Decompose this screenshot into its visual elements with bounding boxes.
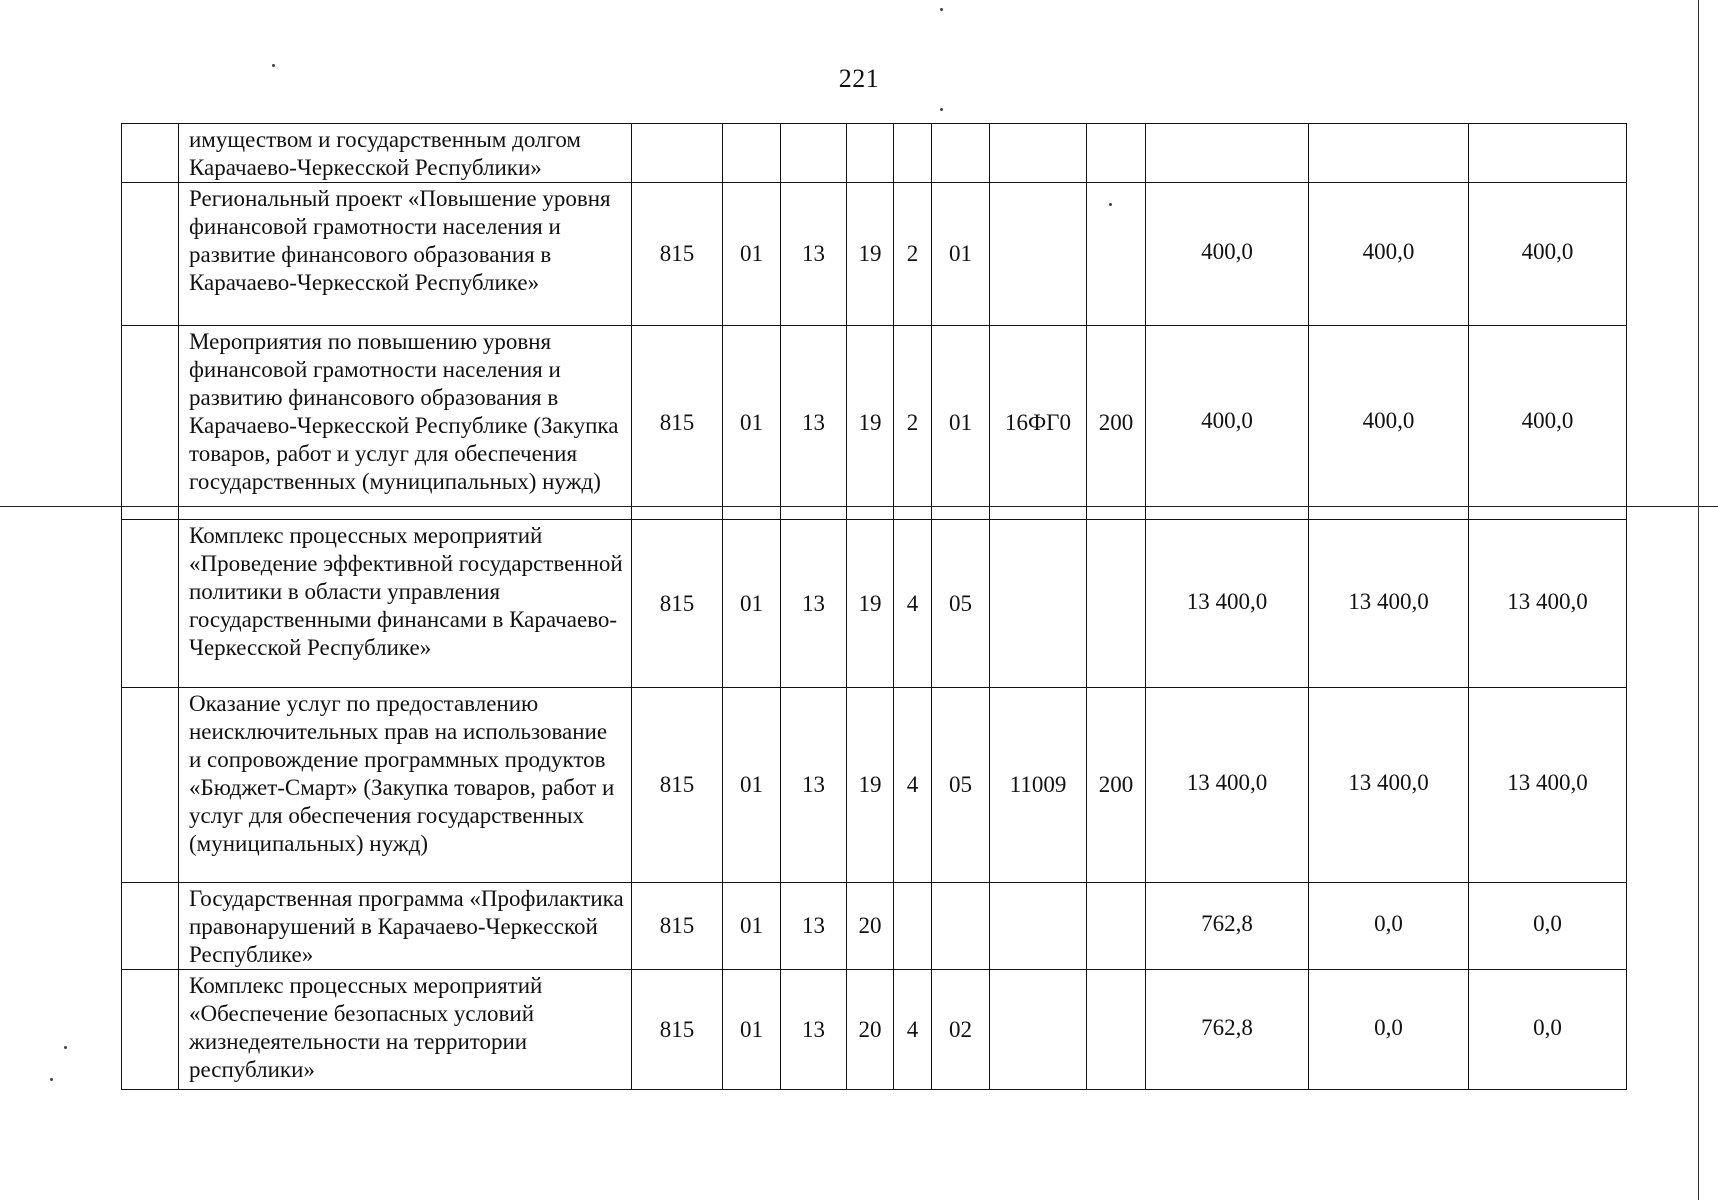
code-ved-cell: 815 [632, 183, 723, 326]
amount-year1-cell: 762,8 [1146, 970, 1309, 1090]
row-name-cell: Региональный проект «Повышение уровня финансовой грамотности населения и развитие финансового образования в Карачаево-Черкесской Республике» [179, 183, 632, 326]
row-name-cell: имуществом и государственным долгом Карачаево-Черкесской Республики» [179, 124, 632, 183]
code-rz-cell: 01 [723, 970, 781, 1090]
amount-year1-cell [1146, 124, 1309, 183]
row-name-cell: Комплекс процессных мероприятий «Проведение эффективной государственной политики в области управления государственными финансами в Карачаево-Черкесской Республике» [179, 520, 632, 688]
row-number-cell [122, 520, 179, 688]
table-row [122, 326, 1627, 520]
code-ved-cell: 815 [632, 520, 723, 688]
amount-year3-cell: 0,0 [1469, 883, 1627, 970]
scan-speck [940, 8, 943, 11]
code-csr-direction-cell: 11009 [990, 688, 1087, 883]
code-csr-type-cell [894, 124, 932, 183]
amount-year2-cell: 13 400,0 [1309, 688, 1469, 883]
code-csr-element-cell: 05 [932, 688, 990, 883]
row-name-cell: Государственная программа «Профилактика правонарушений в Карачаево-Черкесской Республике» [179, 883, 632, 970]
code-vr-cell [1087, 124, 1146, 183]
table-row [122, 883, 1627, 970]
amount-year2-cell: 0,0 [1309, 883, 1469, 970]
amount-year1-cell: 13 400,0 [1146, 520, 1309, 688]
code-csr-program-cell: 19 [847, 326, 894, 520]
row-number-cell [122, 883, 179, 970]
code-csr-type-cell: 4 [894, 970, 932, 1090]
amount-year3-cell: 13 400,0 [1469, 520, 1627, 688]
code-csr-program-cell: 19 [847, 183, 894, 326]
margin-edge-line [1698, 0, 1699, 1200]
code-ved-cell: 815 [632, 326, 723, 520]
code-vr-cell [1087, 520, 1146, 688]
amount-year2-cell: 0,0 [1309, 970, 1469, 1090]
code-ved-cell: 815 [632, 883, 723, 970]
code-csr-element-cell: 01 [932, 326, 990, 520]
row-number-cell [122, 183, 179, 326]
code-csr-element-cell [932, 883, 990, 970]
table-row [122, 970, 1627, 1090]
code-csr-program-cell [847, 124, 894, 183]
code-pr-cell: 13 [781, 688, 847, 883]
code-vr-cell: 200 [1087, 688, 1146, 883]
amount-year3-cell [1469, 124, 1627, 183]
code-vr-cell: 200 [1087, 326, 1146, 520]
amount-year3-cell: 400,0 [1469, 183, 1627, 326]
row-number-cell [122, 124, 179, 183]
amount-year2-cell: 13 400,0 [1309, 520, 1469, 688]
code-rz-cell: 01 [723, 520, 781, 688]
amount-year3-cell: 400,0 [1469, 326, 1627, 520]
code-vr-cell [1087, 883, 1146, 970]
code-pr-cell [781, 124, 847, 183]
code-pr-cell: 13 [781, 326, 847, 520]
row-name-cell: Оказание услуг по предоставлению неисключительных прав на использование и сопровождение программных продуктов «Бюджет-Смарт» (Закупка товаров, работ и услуг для обеспечения государственных (муниципальных) нужд) [179, 688, 632, 883]
code-pr-cell: 13 [781, 970, 847, 1090]
table-row [122, 520, 1627, 688]
amount-year1-cell: 400,0 [1146, 183, 1309, 326]
code-csr-direction-cell [990, 124, 1087, 183]
amount-year3-cell: 0,0 [1469, 970, 1627, 1090]
code-csr-program-cell: 19 [847, 520, 894, 688]
code-csr-element-cell [932, 124, 990, 183]
table-row [122, 124, 1627, 183]
code-csr-direction-cell [990, 183, 1087, 326]
code-csr-type-cell: 4 [894, 520, 932, 688]
scan-speck [940, 108, 943, 111]
scan-speck [1109, 203, 1112, 206]
code-csr-direction-cell: 16ФГ0 [990, 326, 1087, 520]
code-rz-cell [723, 124, 781, 183]
code-csr-type-cell [894, 883, 932, 970]
code-csr-program-cell: 20 [847, 883, 894, 970]
row-name-cell: Комплекс процессных мероприятий «Обеспечение безопасных условий жизнедеятельности на территории республики» [179, 970, 632, 1090]
code-csr-type-cell: 4 [894, 688, 932, 883]
page-number: 221 [838, 64, 880, 93]
code-rz-cell: 01 [723, 883, 781, 970]
code-pr-cell: 13 [781, 883, 847, 970]
code-csr-element-cell: 02 [932, 970, 990, 1090]
code-rz-cell: 01 [723, 688, 781, 883]
scan-speck [50, 1078, 53, 1081]
scan-speck [64, 1046, 67, 1049]
scan-speck [272, 64, 275, 67]
row-name-cell: Мероприятия по повышению уровня финансовой грамотности населения и развитию финансового образования в Карачаево-Черкесской Республике (Закупка товаров, работ и услуг для обеспечения государственных (муниципальных) нужд) [179, 326, 632, 520]
code-csr-direction-cell [990, 970, 1087, 1090]
code-csr-direction-cell [990, 520, 1087, 688]
code-rz-cell: 01 [723, 183, 781, 326]
amount-year1-cell: 13 400,0 [1146, 688, 1309, 883]
amount-year3-cell: 13 400,0 [1469, 688, 1627, 883]
code-rz-cell: 01 [723, 326, 781, 520]
row-number-cell [122, 688, 179, 883]
table-row [122, 183, 1627, 326]
table-body [122, 124, 1627, 1090]
code-vr-cell [1087, 183, 1146, 326]
code-ved-cell: 815 [632, 970, 723, 1090]
code-pr-cell: 13 [781, 183, 847, 326]
code-ved-cell [632, 124, 723, 183]
code-csr-element-cell: 05 [932, 520, 990, 688]
code-csr-type-cell: 2 [894, 326, 932, 520]
amount-year1-cell: 762,8 [1146, 883, 1309, 970]
amount-year2-cell: 400,0 [1309, 326, 1469, 520]
amount-year2-cell: 400,0 [1309, 183, 1469, 326]
code-csr-program-cell: 19 [847, 688, 894, 883]
row-number-cell [122, 326, 179, 520]
code-pr-cell: 13 [781, 520, 847, 688]
row-number-cell [122, 970, 179, 1090]
budget-table [121, 123, 1627, 1090]
amount-year2-cell [1309, 124, 1469, 183]
code-csr-element-cell: 01 [932, 183, 990, 326]
code-vr-cell [1087, 970, 1146, 1090]
table-row [122, 688, 1627, 883]
amount-year1-cell: 400,0 [1146, 326, 1309, 520]
code-csr-program-cell: 20 [847, 970, 894, 1090]
code-csr-direction-cell [990, 883, 1087, 970]
scan-artifact-line [0, 506, 1718, 507]
code-ved-cell: 815 [632, 688, 723, 883]
code-csr-type-cell: 2 [894, 183, 932, 326]
